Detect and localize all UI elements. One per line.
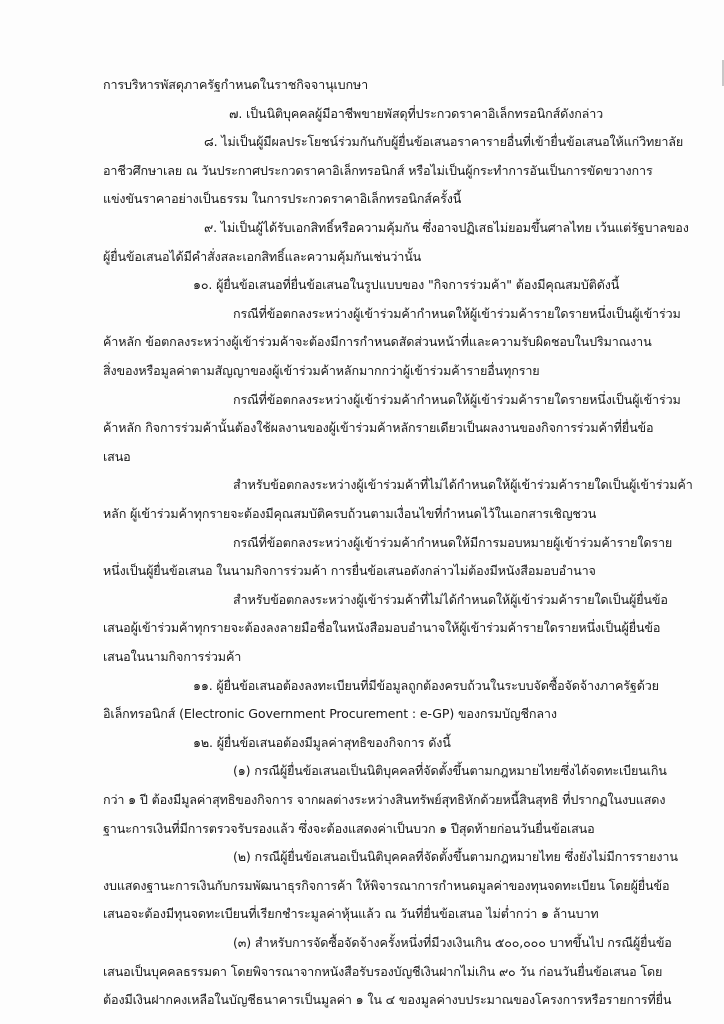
text-line: ๗. เป็นนิติบุคคลผู้มีอาชีพขายพัสดุที่ประกวดราคาอิเล็กทรอนิกส์ดังกล่าว <box>229 105 604 121</box>
text-line: ค้าหลัก กิจการร่วมค้านั้นต้องใช้ผลงานของผู้เข้าร่วมค้าหลักรายเดียวเป็นผลงานของกิจการร่วมค้าที่ยื่นข้อ <box>103 420 654 436</box>
text-line: ฐานะการเงินที่มีการตรวจรับรองแล้ว ซึ่งจะต้องแสดงค่าเป็นบวก ๑ ปีสุดท้ายก่อนวันยื่นข้อเสนอ <box>103 820 595 836</box>
text-line: ๑๒. ผู้ยื่นข้อเสนอต้องมีมูลค่าสุทธิของกิจการ ดังนี้ <box>193 734 451 750</box>
text-line: ๙. ไม่เป็นผู้ได้รับเอกสิทธิ์หรือความคุ้มกัน ซึ่งอาจปฏิเสธไม่ยอมขึ้นศาลไทย เว้นแต่รัฐบาลของ <box>204 220 689 235</box>
text-line: ค้าหลัก ข้อตกลงระหว่างผู้เข้าร่วมค้าจะต้องมีการกำหนดสัดส่วนหน้าที่และความรับผิดชอบในปริมาณงาน <box>103 334 652 350</box>
text-line: (๒) กรณีผู้ยื่นข้อเสนอเป็นนิติบุคคลที่จัดตั้งขึ้นตามกฎหมายไทย ซึ่งยังไม่มีการรายงาน <box>233 849 678 865</box>
text-line: แข่งขันราคาอย่างเป็นธรรม ในการประกวดราคาอิเล็กทรอนิกส์ครั้งนี้ <box>103 191 462 207</box>
text-line: สำหรับข้อตกลงระหว่างผู้เข้าร่วมค้าที่ไม่ได้กำหนดให้ผู้เข้าร่วมค้ารายใดเป็นผู้ยื่นข้อ <box>233 591 668 607</box>
text-line: อิเล็กทรอนิกส์ (Electronic Government Procurement : e-GP) ของกรมบัญชีกลาง <box>103 706 557 722</box>
text-line: สำหรับข้อตกลงระหว่างผู้เข้าร่วมค้าที่ไม่ได้กำหนดให้ผู้เข้าร่วมค้ารายใดเป็นผู้เข้าร่วมค้า <box>233 477 693 493</box>
text-line: หนึ่งเป็นผู้ยื่นข้อเสนอ ในนามกิจการร่วมค้า การยื่นข้อเสนอดังกล่าวไม่ต้องมีหนังสือมอบอำนาจ <box>103 563 596 579</box>
text-line: เสนอผู้เข้าร่วมค้าทุกรายจะต้องลงลายมือชื่อในหนังสือมอบอำนาจให้ผู้เข้าร่วมค้ารายใดรายหนึ่งเป็นผู้ยื่นข้อ <box>103 620 661 636</box>
text-line: หลัก ผู้เข้าร่วมค้าทุกรายจะต้องมีคุณสมบัติครบถ้วนตามเงื่อนไขที่กำหนดไว้ในเอกสารเชิญชวน <box>103 506 597 521</box>
text-line: กรณีที่ข้อตกลงระหว่างผู้เข้าร่วมค้ากำหนดให้ผู้เข้าร่วมค้ารายใดรายหนึ่งเป็นผู้เข้าร่วม <box>233 305 681 321</box>
text-line: อาชีวศึกษาเลย ณ วันประกาศประกวดราคาอิเล็กทรอนิกส์ หรือไม่เป็นผู้กระทำการอันเป็นการขัดขวางการ <box>103 162 653 178</box>
text-line: เสนอในนามกิจการร่วมค้า <box>103 649 242 664</box>
text-line: การบริหารพัสดุภาครัฐกำหนดในราชกิจจานุเบกษา <box>103 77 369 92</box>
text-line: เสนอ <box>103 448 131 464</box>
text-line: กรณีที่ข้อตกลงระหว่างผู้เข้าร่วมค้ากำหนดให้มีการมอบหมายผู้เข้าร่วมค้ารายใดราย <box>233 534 673 550</box>
text-line: (๑) กรณีผู้ยื่นข้อเสนอเป็นนิติบุคคลที่จัดตั้งขึ้นตามกฎหมายไทยซึ่งได้จดทะเบียนเกิน <box>233 763 667 779</box>
text-line: ผู้ยื่นข้อเสนอได้มีคำสั่งสละเอกสิทธิ์และความคุ้มกันเช่นว่านั้น <box>103 248 422 264</box>
text-line: ต้องมีเงินฝากคงเหลือในบัญชีธนาคารเป็นมูลค่า ๑ ใน ๔ ของมูลค่างบประมาณของโครงการหรือรายการที่ยื่น <box>103 992 672 1008</box>
text-line: ๑๐. ผู้ยื่นข้อเสนอที่ยื่นข้อเสนอในรูปแบบของ "กิจการร่วมค้า" ต้องมีคุณสมบัติดังนี้ <box>193 277 620 293</box>
text-line: งบแสดงฐานะการเงินกับกรมพัฒนาธุรกิจการค้า ให้พิจารณาการกำหนดมูลค่าของทุนจดทะเบียน โดยผู้ยื่นข้อ <box>103 877 670 893</box>
text-line: เสนอจะต้องมีทุนจดทะเบียนที่เรียกชำระมูลค่าหุ้นแล้ว ณ วันที่ยื่นข้อเสนอ ไม่ต่ำกว่า ๑ ล้านบาท <box>103 906 599 922</box>
text-line: ๘. ไม่เป็นผู้มีผลประโยชน์ร่วมกันกับผู้ยื่นข้อเสนอราคารายอื่นที่เข้ายื่นข้อเสนอให้แก่วิทยาลัย <box>204 134 684 150</box>
text-line: สิ่งของหรือมูลค่าตามสัญญาของผู้เข้าร่วมค้าหลักมากกว่าผู้เข้าร่วมค้ารายอื่นทุกราย <box>103 363 540 378</box>
text-line: กรณีที่ข้อตกลงระหว่างผู้เข้าร่วมค้ากำหนดให้ผู้เข้าร่วมค้ารายใดรายหนึ่งเป็นผู้เข้าร่วม <box>233 391 681 407</box>
text-line: (๓) สำหรับการจัดซื้อจัดจ้างครั้งหนึ่งที่มีวงเงินเกิน ๕๐๐,๐๐๐ บาทขึ้นไป กรณีผู้ยื่นข้อ <box>233 935 672 950</box>
text-line: กว่า ๑ ปี ต้องมีมูลค่าสุทธิของกิจการ จากผลต่างระหว่างสินทรัพย์สุทธิหักด้วยหนี้สินสุทธิ ที่ปรากฏในงบแสดง <box>103 792 666 807</box>
text-line: ๑๑. ผู้ยื่นข้อเสนอต้องลงทะเบียนที่มีข้อมูลถูกต้องครบถ้วนในระบบจัดซื้อจัดจ้างภาครัฐด้วย <box>193 677 659 693</box>
text-line: เสนอเป็นบุคคลธรรมดา โดยพิจารณาจากหนังสือรับรองบัญชีเงินฝากไม่เกิน ๙๐ วัน ก่อนวันยื่นข้อเสนอ โดย <box>103 963 663 979</box>
